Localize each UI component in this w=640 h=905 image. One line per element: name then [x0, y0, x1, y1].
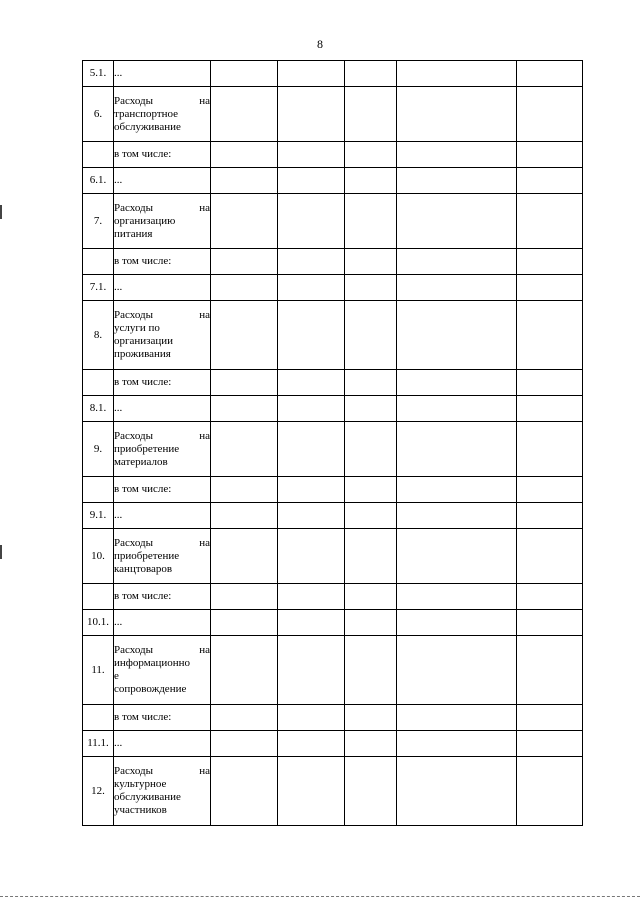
empty-value-cell: [278, 396, 345, 422]
category-text-line: сопровождение: [114, 683, 187, 695]
empty-value-cell: [278, 370, 345, 396]
row-number-cell: 9.: [83, 422, 114, 477]
category-text-line: услуги по: [114, 322, 160, 334]
empty-value-cell: [211, 87, 278, 142]
empty-value-cell: [517, 168, 583, 194]
empty-value-cell: [397, 731, 517, 757]
empty-value-cell: [278, 275, 345, 301]
empty-value-cell: [345, 142, 397, 168]
table-row: [83, 529, 583, 584]
subitem-cell: ...: [114, 610, 211, 636]
empty-value-cell: [211, 422, 278, 477]
empty-value-cell: [211, 610, 278, 636]
table-row: [83, 370, 583, 396]
page-number: 8: [317, 37, 323, 51]
empty-value-cell: [278, 731, 345, 757]
category-text-line: Расходы на: [114, 765, 210, 777]
row-number-cell: 9.1.: [83, 503, 114, 529]
empty-value-cell: [517, 757, 583, 826]
empty-value-cell: [397, 168, 517, 194]
empty-value-cell: [211, 705, 278, 731]
empty-value-cell: [278, 705, 345, 731]
expense-category-name: [114, 644, 210, 696]
empty-value-cell: [345, 396, 397, 422]
category-text-line: канцтоваров: [114, 562, 173, 575]
empty-value-cell: [397, 396, 517, 422]
category-text-line: участников: [114, 804, 167, 816]
empty-value-cell: [278, 757, 345, 826]
empty-value-cell: [345, 275, 397, 301]
category-text-line: культурное: [114, 778, 167, 790]
empty-value-cell: [397, 87, 517, 142]
empty-value-cell: [397, 142, 517, 168]
scan-margin-mark: [0, 545, 2, 559]
row-number-cell: [83, 584, 114, 610]
table-row: [83, 61, 583, 87]
expense-category-cell: [114, 757, 211, 826]
empty-value-cell: [397, 194, 517, 249]
empty-value-cell: [211, 61, 278, 87]
subitem-cell: ...: [114, 168, 211, 194]
empty-value-cell: [278, 584, 345, 610]
empty-value-cell: [397, 370, 517, 396]
subitem-cell: ...: [114, 396, 211, 422]
empty-value-cell: [397, 529, 517, 584]
category-text-line: питания: [114, 227, 153, 240]
empty-value-cell: [517, 61, 583, 87]
empty-value-cell: [211, 168, 278, 194]
expense-category-cell: [114, 301, 211, 370]
table-row: [83, 249, 583, 275]
empty-value-cell: [345, 529, 397, 584]
empty-value-cell: [517, 731, 583, 757]
empty-value-cell: [397, 422, 517, 477]
category-text-line: Расходы на: [114, 201, 210, 214]
empty-value-cell: [278, 87, 345, 142]
row-number-cell: 8.1.: [83, 396, 114, 422]
empty-value-cell: [345, 705, 397, 731]
empty-value-cell: [517, 275, 583, 301]
empty-value-cell: [211, 194, 278, 249]
empty-value-cell: [211, 503, 278, 529]
empty-value-cell: [517, 584, 583, 610]
empty-value-cell: [397, 61, 517, 87]
empty-value-cell: [517, 422, 583, 477]
row-number-cell: [83, 142, 114, 168]
table-row: [83, 705, 583, 731]
row-number-cell: 10.: [83, 529, 114, 584]
empty-value-cell: [345, 249, 397, 275]
row-number-cell: [83, 370, 114, 396]
empty-value-cell: [211, 584, 278, 610]
row-number-cell: 11.: [83, 636, 114, 705]
empty-value-cell: [517, 142, 583, 168]
row-number-cell: 6.1.: [83, 168, 114, 194]
category-text-line: обслуживание: [114, 120, 181, 133]
category-text-line: Расходы на: [114, 309, 210, 321]
empty-value-cell: [211, 301, 278, 370]
category-text-line: Расходы на: [114, 536, 210, 549]
expense-category-name: [114, 95, 210, 134]
empty-value-cell: [397, 301, 517, 370]
category-text-line: е: [114, 670, 119, 682]
row-number-cell: 8.: [83, 301, 114, 370]
expense-category-cell: [114, 636, 211, 705]
empty-value-cell: [345, 87, 397, 142]
category-text-line: обслуживание: [114, 791, 181, 803]
empty-value-cell: [345, 370, 397, 396]
empty-value-cell: [345, 301, 397, 370]
empty-value-cell: [211, 142, 278, 168]
empty-value-cell: [397, 584, 517, 610]
table-row: [83, 477, 583, 503]
including-label-cell: в том числе:: [114, 705, 211, 731]
empty-value-cell: [278, 503, 345, 529]
row-number-cell: 12.: [83, 757, 114, 826]
empty-value-cell: [211, 731, 278, 757]
empty-value-cell: [278, 301, 345, 370]
including-label-cell: в том числе:: [114, 370, 211, 396]
table-row: [83, 168, 583, 194]
empty-value-cell: [345, 610, 397, 636]
empty-value-cell: [517, 249, 583, 275]
including-label-cell: в том числе:: [114, 584, 211, 610]
empty-value-cell: [345, 422, 397, 477]
row-number-cell: [83, 249, 114, 275]
row-number-cell: 6.: [83, 87, 114, 142]
table-row: [83, 636, 583, 705]
empty-value-cell: [345, 61, 397, 87]
table-row: [83, 87, 583, 142]
table-row: [83, 142, 583, 168]
row-number-cell: 7.: [83, 194, 114, 249]
table-row: [83, 301, 583, 370]
empty-value-cell: [345, 757, 397, 826]
row-number-cell: 5.1.: [83, 61, 114, 87]
empty-value-cell: [517, 529, 583, 584]
empty-value-cell: [211, 477, 278, 503]
including-label-cell: в том числе:: [114, 249, 211, 275]
empty-value-cell: [345, 636, 397, 705]
empty-value-cell: [345, 477, 397, 503]
category-text-line: Расходы на: [114, 94, 210, 107]
row-number-cell: [83, 705, 114, 731]
expense-category-cell: [114, 194, 211, 249]
empty-value-cell: [278, 610, 345, 636]
empty-value-cell: [397, 610, 517, 636]
empty-value-cell: [397, 636, 517, 705]
table-row: [83, 503, 583, 529]
subitem-cell: ...: [114, 731, 211, 757]
scan-margin-mark: [0, 205, 2, 219]
table-row: [83, 422, 583, 477]
empty-value-cell: [397, 275, 517, 301]
empty-value-cell: [517, 610, 583, 636]
row-number-cell: 7.1.: [83, 275, 114, 301]
empty-value-cell: [345, 584, 397, 610]
category-text-line: Расходы на: [114, 644, 210, 656]
empty-value-cell: [517, 194, 583, 249]
expense-category-cell: [114, 422, 211, 477]
expense-category-name: [114, 430, 210, 469]
category-text-line: приобретение: [114, 442, 180, 455]
empty-value-cell: [278, 477, 345, 503]
including-label-cell: в том числе:: [114, 142, 211, 168]
row-number-cell: 10.1.: [83, 610, 114, 636]
expense-category-name: [114, 309, 210, 361]
empty-value-cell: [211, 529, 278, 584]
row-number-cell: [83, 477, 114, 503]
subitem-cell: ...: [114, 275, 211, 301]
category-text-line: информационно: [114, 657, 191, 669]
empty-value-cell: [517, 503, 583, 529]
category-text-line: приобретение: [114, 549, 180, 562]
empty-value-cell: [397, 503, 517, 529]
table-row: [83, 275, 583, 301]
empty-value-cell: [397, 477, 517, 503]
expense-category-cell: [114, 529, 211, 584]
empty-value-cell: [278, 636, 345, 705]
table-row: [83, 396, 583, 422]
empty-value-cell: [345, 731, 397, 757]
budget-table-body: [83, 61, 583, 826]
empty-value-cell: [345, 194, 397, 249]
empty-value-cell: [278, 168, 345, 194]
empty-value-cell: [397, 249, 517, 275]
empty-value-cell: [345, 503, 397, 529]
row-number-cell: 11.1.: [83, 731, 114, 757]
empty-value-cell: [211, 396, 278, 422]
empty-value-cell: [517, 87, 583, 142]
subitem-cell: ...: [114, 503, 211, 529]
subitem-cell: ...: [114, 61, 211, 87]
empty-value-cell: [278, 422, 345, 477]
empty-value-cell: [517, 636, 583, 705]
expense-category-cell: [114, 87, 211, 142]
category-text-line: транспортное: [114, 107, 179, 120]
empty-value-cell: [278, 142, 345, 168]
scan-bottom-line: [0, 896, 640, 897]
empty-value-cell: [345, 168, 397, 194]
table-row: [83, 757, 583, 826]
empty-value-cell: [211, 275, 278, 301]
category-text-line: организации: [114, 335, 174, 347]
empty-value-cell: [211, 370, 278, 396]
empty-value-cell: [211, 636, 278, 705]
empty-value-cell: [278, 61, 345, 87]
category-text-line: материалов: [114, 455, 168, 468]
expense-category-name: [114, 765, 210, 817]
table-row: [83, 610, 583, 636]
category-text-line: Расходы на: [114, 429, 210, 442]
empty-value-cell: [211, 757, 278, 826]
empty-value-cell: [278, 529, 345, 584]
expense-category-name: [114, 537, 210, 576]
empty-value-cell: [517, 370, 583, 396]
empty-value-cell: [517, 301, 583, 370]
table-row: [83, 194, 583, 249]
budget-table: [82, 60, 583, 826]
empty-value-cell: [211, 249, 278, 275]
table-row: [83, 731, 583, 757]
expense-category-name: [114, 202, 210, 241]
empty-value-cell: [397, 757, 517, 826]
including-label-cell: в том числе:: [114, 477, 211, 503]
empty-value-cell: [278, 249, 345, 275]
category-text-line: организацию: [114, 214, 176, 227]
table-row: [83, 584, 583, 610]
empty-value-cell: [517, 705, 583, 731]
empty-value-cell: [397, 705, 517, 731]
empty-value-cell: [517, 396, 583, 422]
category-text-line: проживания: [114, 348, 171, 360]
empty-value-cell: [278, 194, 345, 249]
empty-value-cell: [517, 477, 583, 503]
